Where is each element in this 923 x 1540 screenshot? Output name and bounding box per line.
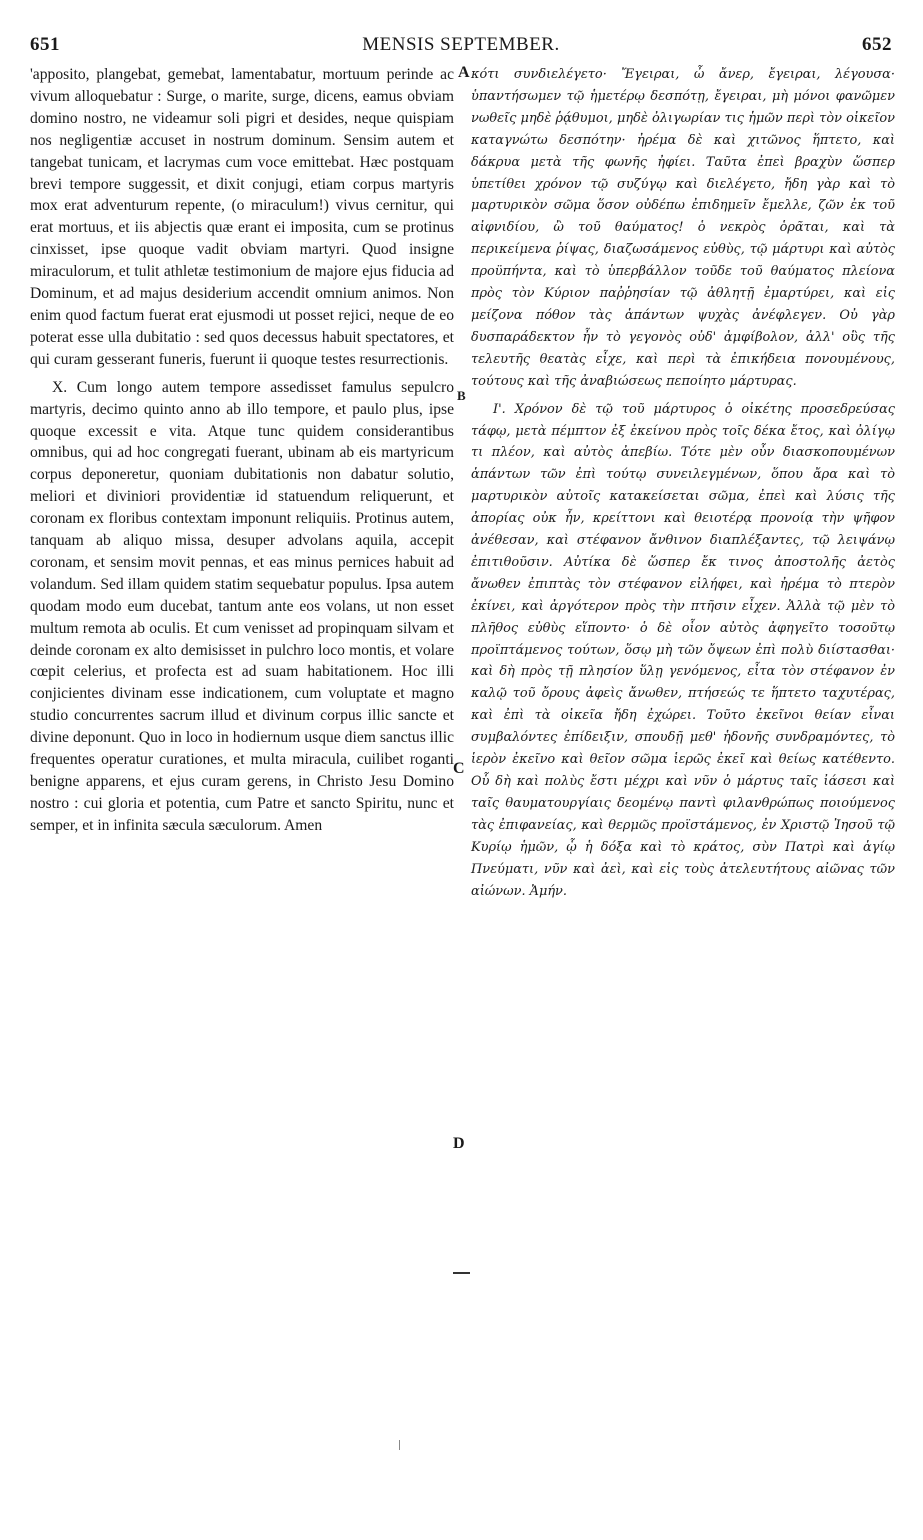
margin-marker-a: A (458, 64, 470, 81)
page-number-left: 651 (30, 34, 60, 55)
page-number-right: 652 (862, 34, 892, 55)
greek-paragraph-2: Ι'. Χρόνον δὲ τῷ τοῦ μάρτυρος ὁ οἰκέτης προσεδρεύσας τάφῳ, μετὰ πέμπτον ἐξ ἐκείνου πρὸς τοῖς δέκα ἔτος, καὶ ὀλίγῳ τι πλέον, καὶ αὐτὸς ἀπεβίω. Τότε μὲν οὖν διασκοπουμένων ἁπάντων τῶν ἐπὶ τούτῳ συνειλεγμένων, ὅπου ἄρα καὶ τὸ μαρτυρικὸν αὐτοῖς κατακείσεται σῶμα, ἐπεὶ καὶ λύσις τῆς ἀπορίας οὐκ ἦν, κρείττονι καὶ θειοτέρᾳ προνοίᾳ τὴν ψῆφον ἀνέθεσαν, καὶ στέφανον ἄνθινον διαπλέξαντες, τῷ λειψάνῳ ἐπιτιθοῦσιν. Αὐτίκα δὲ ὥσπερ ἔκ τινος ἀποστολῆς ἀετὸς ἄνωθεν ἐπιπτὰς τὸν στέφανον εἰλήφει, καὶ ἠρέμα τὸ πτερὸν ἐκίνει, καὶ ἀργότερον πρὸς τὴν πτῆσιν εἶχεν. Ἀλλὰ τῷ μὲν τὸ πλῆθος εὐθὺς εἵποντο· ὁ δὲ οἷον αὐτὸς ἀφηγεῖτο τοσοῦτῳ προϊπτάμενος τούτων, ὅσῳ μὴ τῶν ὄψεων ἐπὶ πολὺ διίστασθαι· καὶ δὴ πρὸς τῇ πλησίον ὕλῃ γενόμενος, εἶτα τὸν στέφανον ἐν καλῷ τοῦ ὄρους ἀφεὶς ἄνωθεν, πτήσεώς τε ἥπτετο ταχυτέρας, καὶ ἐπὶ τὰ οἰκεῖα ἤδη ἐχώρει. Τοῦτο ἐκεῖνοι θείαν εἶναι συμβαλόντες ἐπίδειξιν, σπουδῇ μεθ' ἡδονῆς συνδραμόντες, τὸ ἱερὸν ἐκεῖνο καὶ θεῖον σῶμα ἱερῶς ἐκεῖ καὶ θείως κατέθεντο. Οὗ δὴ καὶ πολὺς ἔστι μέχρι καὶ νῦν ὁ μάρτυς ταῖς ἰάσεσι καὶ ταῖς θαυματουργίαις δεομένῳ παντὶ φιλανθρώπως ποιούμενος τὰς ἐπιφανείας, καὶ θερμῶς προϊστάμενος, ἐν Χριστῷ Ἰησοῦ τῷ Κυρίῳ ἡμῶν, ᾧ ἡ δόξα καὶ τὸ κράτος, σὺν Πατρὶ καὶ ἁγίῳ Πνεύματι, νῦν καὶ ἀεὶ, καὶ εἰς τοὺς ἀτελευτήτους αἰῶνας τῶν αἰώνων. Ἀμήν. (471, 401, 895, 899)
margin-marker-d: D (453, 1135, 465, 1152)
greek-column (471, 64, 895, 902)
printer-mark (399, 1440, 400, 1450)
running-title: MENSIS SEPTEMBER. (362, 34, 560, 55)
running-header (30, 34, 892, 58)
latin-column (30, 64, 454, 837)
greek-paragraph-1: κότι συνδιελέγετο· Ἔγειραι, ὦ ἄνερ, ἔγειραι, λέγουσα· ὑπαντήσωμεν τῷ ἡμετέρῳ δεσπότῃ, ἔγειραι, μὴ μόνοι φανῶμεν νωθεῖς μηδὲ ῥᾴθυμοι, μηδὲ ὀλιγωρίαν τις ἡμῶν περὶ τὸν οἰκεῖον καταγνώτω δεσπότην· ἠρέμα δὲ καὶ χιτῶνος ἥπτετο, καὶ δάκρυα μετὰ τῆς φωνῆς ἠφίει. Ταῦτα ἐπεὶ βραχὺν ὥσπερ ὑπετίθει χρόνον τῷ συζύγῳ καὶ διελέγετο, ἤδη γὰρ καὶ τὸ μαρτυρικὸν σῶμα ὅσον οὐδέπω ἐπιδημεῖν ἔμελλε, ζῶν ἐκ τοῦ αἰφνιδίου, ὢ τοῦ θαύματος! ὁ νεκρὸς ὁρᾶται, καὶ τὰ περικείμενα ῥίψας, διαζωσάμενος εὐθὺς, τῷ μάρτυρι καὶ αὐτὸς προϋπήντα, καὶ τὸ ὑπερβάλλον τοῦδε τοῦ θαύματος πλείονα πρὸς τὸν Κύριον παῤῥησίαν τῷ ἀθλητῇ ἐμαρτύρει, καὶ εἰς μείζονα πόθον τὰς ἁπάντων ψυχὰς ἀνέφλεγεν. Οὐ γὰρ δυσπαράδεκτον ἦν τὸ γεγονὸς οὐδ' ἀμφίβολον, ἀλλ' οὓς τῆς τελευτῆς θεατὰς εἶχε, καὶ περὶ τὰ ἐπικήδεια πονουμένους, τούτους καὶ τῆς ἀναβιώσεως πεποίητο μάρτυρας. (471, 67, 895, 389)
latin-paragraph-2: X. Cum longo autem tempore assedisset famulus sepulcro martyris, decimo quinto anno ab illo tempore, et paulo plus, ipse quoque excessit e vita. Atque tunc quidem considerantibus omnibus, qui ad hoc congregati fuerant, ubinam ab eis martyricum corpus deponeretur, quoniam dubitationis non dabatur solutio, meliori et diviniori providentiæ id statuendum reliquerunt, et coronam ex floribus contextam imponunt reliquiis. Protinus autem, tanquam ab aliquo missa, desuper advolans aquila, accepit coronam, et sensim movit pennas, et eas minus pernices habuit ad volandum. Sed illam quidem statim sequebatur populus. Ipsa autem quodam modo eum ducebat, tantum ante eos volans, ut non esset multum remota ab oculis. Et cum venisset ad propinquam silvam et deinde coronam ex alto demisisset in pulchro loco montis, et volare cœpit celerius, et profecta est ad suam habitationem. Hoc illi conjicientes divinam esse indicationem, cum voluptate et magno studio concurrentes sacrum illud et divinum corpus illic sancte et divine deponunt. Quo in loco in hodiernum usque diem sanctus illic frequentes operatur curationes, et multa miracula, cuilibet roganti benigne apparens, et ejus curam gerens, in Christo Jesu Domino nostro : cui gloria et potentia, cum Patre et sancto Spiritu, nunc et semper, et in infinita sæcula sæculorum. Amen (30, 378, 454, 834)
end-rule (453, 1272, 470, 1274)
margin-marker-b: B (457, 388, 466, 403)
margin-marker-c: C (453, 760, 465, 777)
latin-paragraph-1: 'apposito, plangebat, gemebat, lamentabatur, mortuum perinde ac vivum alloquebatur : Surge, o marite, surge, dicens, eamus obviam domino nostro, ne videamur soli pigri et desides, neque quispiam nos negligentiæ accuset in nostrum dominum. Sensim autem et tangebat tunicam, et lacrymas cum voce emittebat. Hæc postquam brevi tempore suggessit, et dixit conjugi, etiam corpus martyris mox erat adventurum repente, (o miraculum!) vivus cernitur, qui erat mortuus, et iis abjectis quæ erant ei imposita, cum se protinus cinxisset, ipse quoque vadit obviam martyri. Quod insigne miraculorum, et tulit athletæ testimonium de majore ejus fiducia ad Dominum, et ad majus desiderium accendit omnium animos. Non enim quod factum fuerat erat ejusmodi ut posset rejici, neque de eo poterat esse ulla dubitatio : sed quos decessus habuit spectatores, et qui curam gesserant funeris, fuerunt ii quoque testes resurrectionis. (30, 66, 454, 368)
